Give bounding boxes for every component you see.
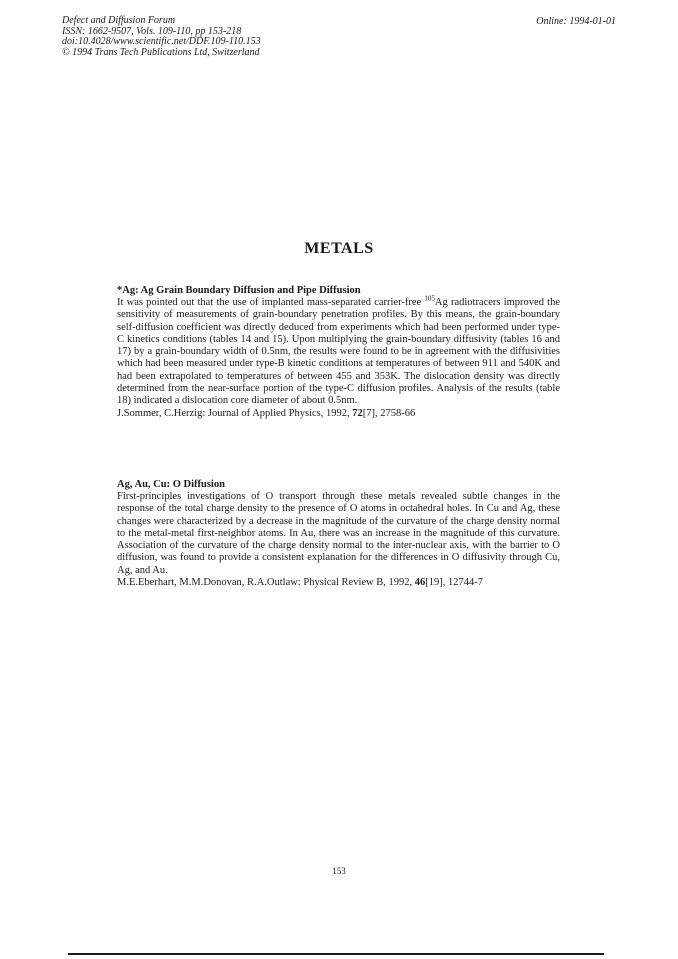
page-number: 153 (332, 866, 346, 876)
section-reference: J.Sommer, C.Herzig: Journal of Applied Physics, 1992, 72[7], 2758-66 (117, 407, 416, 419)
journal-header (62, 16, 261, 58)
section-o-diffusion (117, 479, 560, 589)
section-heading: *Ag: Ag Grain Boundary Diffusion and Pipe Diffusion (117, 285, 361, 296)
section-reference: M.E.Eberhart, M.M.Donovan, R.A.Outlaw: Physical Review B, 1992, 46[19], 12744-7 (117, 577, 484, 589)
section-body: First-principles investigations of O transport through these metals revealed subtle changes in the response of the total charge density to the presence of O atoms in octahedral holes. In Cu and Ag, these changes were characterized by a decrease in the magnitude of the curvature of the charge density normal to the metal-metal first-neighbor atoms. In Au, there was an increase in the magnitude of this curvature. Association of the curvature of the charge density normal to the inter-nuclear axis, with the barrier to O diffusion, was found to provide a consistent explanation for the differences in O diffusivity through Cu, Ag, and Au. (117, 491, 560, 576)
section-body: It was pointed out that the use of implanted mass-separated carrier-free $^{105}$Ag radiotracers improved the sensitivity of measurements of grain-boundary penetration profiles. By this means, the grain-boundary self-diffusion coefficient was directly deduced from experiments which had been performed under type-C kinetics conditions (tables 14 and 15). Upon multiplying the grain-boundary diffusivity (tables 16 and 17) by a grain-boundary width of 0.5nm, the results were found to be in agreement with the diffusivities which had been measured under type-B kinetic conditions at temperatures of between 911 and 540K and had been extrapolated to temperatures of between 455 and 353K. The dislocation density was directly determined from the near-surface portion of the type-C diffusion profiles. Analysis of the results (table 18) indicated a dislocation core diameter of about 0.5nm. (117, 294, 560, 407)
reference-volume: 72 (352, 407, 363, 419)
section-ag-grain-boundary (117, 285, 560, 420)
issn-line: ISSN: 1662-9507, Vols. 109-110, pp 153-218 (62, 25, 242, 37)
page-title: METALS (304, 240, 374, 257)
copyright-line: © 1994 Trans Tech Publications Ltd, Switzerland (62, 46, 260, 58)
reference-volume: 46 (414, 577, 426, 589)
isotope-superscript: 105 (424, 294, 435, 303)
journal-name: Defect and Diffusion Forum (62, 15, 176, 26)
online-date: Online: 1994-01-01 (536, 16, 616, 27)
footer-rule (68, 953, 604, 955)
doi-line: doi:10.4028/www.scientific.net/DDF.109-110.153 (62, 36, 261, 47)
section-heading: Ag, Au, Cu: O Diffusion (117, 479, 225, 490)
